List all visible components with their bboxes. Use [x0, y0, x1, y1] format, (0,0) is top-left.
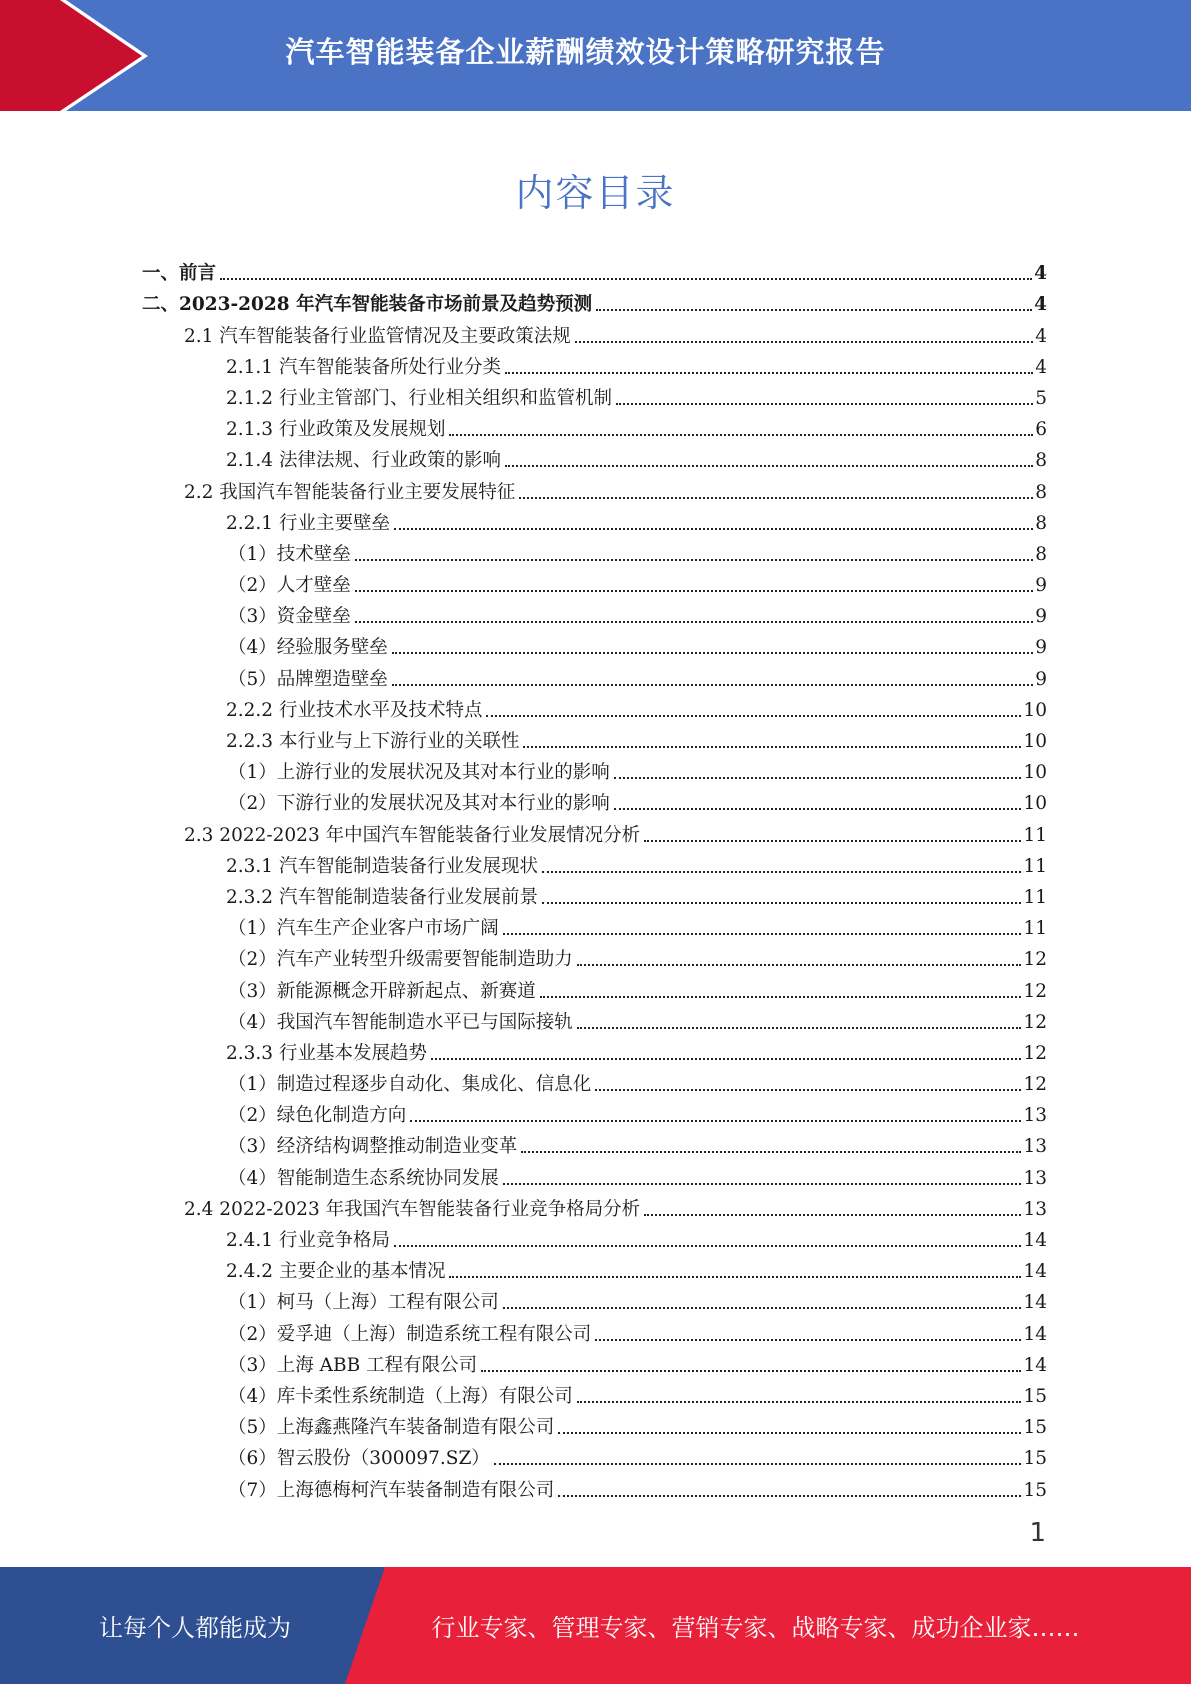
- toc-entry[interactable]: [142, 1408, 1047, 1439]
- toc-entry[interactable]: [142, 285, 1047, 316]
- toc-leader-dots: [394, 528, 1033, 530]
- toc-entry-page: 8: [1035, 481, 1047, 503]
- toc-leader-dots: [355, 590, 1033, 592]
- toc-entry[interactable]: [142, 909, 1047, 940]
- toc-entry[interactable]: [142, 1283, 1047, 1314]
- toc-entry[interactable]: [142, 628, 1047, 659]
- toc-entry-page: 8: [1035, 512, 1047, 534]
- report-header: [0, 0, 1191, 111]
- toc-entry[interactable]: [142, 691, 1047, 722]
- toc-entry[interactable]: [142, 1221, 1047, 1252]
- toc-entry[interactable]: [142, 597, 1047, 628]
- toc-entry-page: 8: [1035, 450, 1047, 472]
- toc-entry[interactable]: [142, 566, 1047, 597]
- toc-leader-dots: [577, 1401, 1022, 1403]
- toc-entry[interactable]: [142, 847, 1047, 878]
- toc-leader-dots: [577, 1027, 1022, 1029]
- toc-entry-label: （4）智能制造生态系统协同发展: [228, 1167, 499, 1189]
- toc-entry-label: （1）汽车生产企业客户市场广阔: [228, 918, 499, 940]
- toc-leader-dots: [614, 777, 1022, 779]
- toc-entry-label: 二、2023-2028 年汽车智能装备市场前景及趋势预测: [142, 294, 593, 316]
- toc-entry-label: （4）经验服务壁垒: [228, 637, 388, 659]
- toc-leader-dots: [614, 808, 1022, 810]
- toc-entry-label: 2.1.4 法律法规、行业政策的影响: [226, 450, 501, 472]
- toc-entry[interactable]: [142, 1377, 1047, 1408]
- toc-entry-label: 2.2.3 本行业与上下游行业的关联性: [226, 731, 520, 752]
- toc-entry-page: 10: [1023, 762, 1047, 784]
- toc-entry-page: 14: [1023, 1230, 1047, 1251]
- toc-entry[interactable]: [142, 815, 1047, 846]
- toc-entry-page: 14: [1023, 1261, 1047, 1283]
- toc-entry-page: 11: [1023, 886, 1047, 908]
- toc-leader-dots: [449, 434, 1033, 436]
- toc-entry[interactable]: [142, 472, 1047, 503]
- toc-leader-dots: [449, 1276, 1021, 1278]
- toc-entry-page: 11: [1023, 824, 1047, 846]
- toc-leader-dots: [523, 746, 1021, 748]
- toc-entry[interactable]: [142, 1003, 1047, 1034]
- toc-entry-label: 2.2.2 行业技术水平及技术特点: [226, 699, 483, 721]
- footer-slogan-right: 行业专家、管理专家、营销专家、战略专家、成功企业家……: [431, 1614, 1080, 1642]
- toc-entry-label: （6）智云股份（300097.SZ）: [228, 1448, 490, 1470]
- toc-leader-dots: [392, 684, 1033, 686]
- toc-entry-label: （3）经济结构调整推动制造业变革: [228, 1136, 518, 1158]
- table-of-contents: [142, 254, 1047, 1502]
- toc-leader-dots: [505, 372, 1033, 374]
- toc-entry-label: 2.1 汽车智能装备行业监管情况及主要政策法规: [184, 325, 571, 347]
- toc-entry-page: 12: [1023, 1042, 1047, 1064]
- toc-entry-page: 13: [1023, 1167, 1047, 1189]
- toc-entry-page: 15: [1023, 1479, 1047, 1501]
- toc-entry-page: 15: [1023, 1385, 1047, 1407]
- toc-leader-dots: [542, 902, 1021, 904]
- toc-entry-page: 9: [1035, 575, 1047, 597]
- report-title: 汽车智能装备企业薪酬绩效设计策略研究报告: [285, 34, 886, 69]
- toc-leader-dots: [575, 341, 1033, 343]
- toc-entry-label: 2.3.2 汽车智能制造装备行业发展前景: [226, 886, 538, 908]
- toc-entry[interactable]: [142, 878, 1047, 909]
- toc-entry-label: （3）上海 ABB 工程有限公司: [228, 1354, 478, 1376]
- toc-entry[interactable]: [142, 940, 1047, 971]
- toc-entry-page: 12: [1023, 980, 1047, 1002]
- toc-leader-dots: [431, 1058, 1021, 1060]
- toc-entry-page: 11: [1023, 855, 1047, 877]
- toc-entry[interactable]: [142, 410, 1047, 441]
- toc-entry-label: （2）汽车产业转型升级需要智能制造助力: [228, 949, 573, 971]
- footer-slogan-left: 让每个人都能成为: [99, 1614, 291, 1642]
- toc-leader-dots: [220, 278, 1032, 280]
- toc-entry-label: （1）技术壁垒: [228, 543, 351, 565]
- toc-leader-dots: [503, 1307, 1022, 1309]
- toc-entry[interactable]: [142, 971, 1047, 1002]
- toc-entry-label: （2）人才壁垒: [228, 575, 351, 597]
- toc-leader-dots: [644, 1214, 1021, 1216]
- toc-entry-page: 8: [1035, 543, 1047, 565]
- toc-entry-page: 14: [1023, 1354, 1047, 1376]
- toc-entry-label: 2.3.1 汽车智能制造装备行业发展现状: [226, 855, 538, 877]
- toc-leader-dots: [410, 1120, 1021, 1122]
- toc-entry[interactable]: [142, 379, 1047, 410]
- toc-entry-page: 10: [1023, 699, 1047, 721]
- report-footer: [0, 1567, 1191, 1684]
- toc-entry-page: 13: [1023, 1105, 1047, 1127]
- toc-entry-label: （3）资金壁垒: [228, 606, 351, 628]
- toc-entry[interactable]: [142, 1190, 1047, 1221]
- toc-entry-page: 6: [1035, 419, 1047, 441]
- toc-entry[interactable]: [142, 348, 1047, 379]
- toc-entry[interactable]: [142, 1158, 1047, 1189]
- page-number: 1: [1029, 1518, 1046, 1548]
- toc-entry[interactable]: [142, 1127, 1047, 1158]
- toc-entry[interactable]: [142, 1034, 1047, 1065]
- toc-entry[interactable]: [142, 1065, 1047, 1096]
- toc-entry-label: （1）柯马（上海）工程有限公司: [228, 1292, 499, 1314]
- toc-entry-page: 11: [1023, 918, 1047, 940]
- toc-entry[interactable]: [142, 1314, 1047, 1345]
- toc-entry-label: （2）爱孚迪（上海）制造系统工程有限公司: [228, 1323, 592, 1345]
- toc-entry-page: 5: [1035, 387, 1047, 409]
- toc-leader-dots: [519, 497, 1033, 499]
- toc-entry-page: 13: [1023, 1136, 1047, 1158]
- toc-entry[interactable]: [142, 441, 1047, 472]
- toc-entry[interactable]: [142, 659, 1047, 690]
- toc-entry-page: 12: [1023, 1074, 1047, 1096]
- toc-entry-label: 2.3.3 行业基本发展趋势: [226, 1042, 427, 1064]
- toc-entry[interactable]: [142, 1252, 1047, 1283]
- toc-entry[interactable]: [142, 535, 1047, 566]
- toc-entry-label: 2.2.1 行业主要壁垒: [226, 512, 390, 534]
- toc-leader-dots: [505, 465, 1033, 467]
- toc-leader-dots: [595, 1339, 1021, 1341]
- toc-leader-dots: [394, 1245, 1021, 1247]
- toc-leader-dots: [540, 996, 1022, 998]
- toc-entry[interactable]: [142, 1470, 1047, 1501]
- toc-leader-dots: [481, 1370, 1021, 1372]
- toc-leader-dots: [558, 1432, 1021, 1434]
- toc-entry-label: 2.4 2022-2023 年我国汽车智能装备行业竞争格局分析: [184, 1198, 641, 1220]
- toc-entry-label: （5）上海鑫燕隆汽车装备制造有限公司: [228, 1417, 555, 1439]
- toc-leader-dots: [558, 1495, 1021, 1497]
- toc-entry-page: 4: [1034, 294, 1047, 316]
- toc-entry-page: 15: [1023, 1448, 1047, 1470]
- toc-leader-dots: [521, 1151, 1021, 1153]
- toc-entry-label: （4）库卡柔性系统制造（上海）有限公司: [228, 1385, 573, 1407]
- toc-leader-dots: [486, 715, 1021, 717]
- toc-entry-page: 14: [1023, 1292, 1047, 1314]
- toc-entry-label: 2.2 我国汽车智能装备行业主要发展特征: [184, 481, 516, 503]
- toc-entry[interactable]: [142, 316, 1047, 347]
- toc-leader-dots: [577, 964, 1022, 966]
- toc-entry[interactable]: [142, 722, 1047, 753]
- toc-entry-label: 2.1.1 汽车智能装备所处行业分类: [226, 356, 501, 378]
- toc-entry[interactable]: [142, 504, 1047, 535]
- toc-leader-dots: [503, 1183, 1022, 1185]
- toc-entry-label: 2.1.3 行业政策及发展规划: [226, 419, 446, 441]
- toc-leader-dots: [542, 871, 1021, 873]
- toc-entry-page: 9: [1035, 637, 1047, 659]
- toc-entry-page: 9: [1035, 606, 1047, 628]
- toc-entry-label: 2.3 2022-2023 年中国汽车智能装备行业发展情况分析: [184, 824, 641, 846]
- toc-leader-dots: [392, 652, 1033, 654]
- toc-entry-label: （1）制造过程逐步自动化、集成化、信息化: [228, 1074, 592, 1096]
- toc-leader-dots: [595, 1089, 1021, 1091]
- toc-entry-page: 13: [1023, 1198, 1047, 1220]
- toc-entry[interactable]: [142, 1439, 1047, 1470]
- toc-entry-label: （3）新能源概念开辟新起点、新赛道: [228, 980, 536, 1002]
- toc-entry-label: 一、前言: [142, 263, 217, 285]
- toc-heading: 内容目录: [515, 171, 676, 215]
- toc-entry-page: 4: [1035, 325, 1047, 347]
- toc-leader-dots: [494, 1463, 1022, 1465]
- toc-entry-page: 10: [1023, 793, 1047, 815]
- toc-leader-dots: [355, 621, 1033, 623]
- toc-entry-label: 2.4.1 行业竞争格局: [226, 1230, 390, 1251]
- toc-entry[interactable]: [142, 1346, 1047, 1377]
- toc-entry-label: （2）绿色化制造方向: [228, 1105, 407, 1127]
- toc-entry-page: 4: [1034, 263, 1047, 285]
- toc-entry-page: 14: [1023, 1323, 1047, 1345]
- toc-entry-label: （7）上海德梅柯汽车装备制造有限公司: [228, 1479, 555, 1501]
- toc-leader-dots: [355, 559, 1033, 561]
- toc-entry-page: 12: [1023, 1011, 1047, 1033]
- toc-entry-label: 2.4.2 主要企业的基本情况: [226, 1261, 446, 1283]
- toc-entry[interactable]: [142, 254, 1047, 285]
- toc-entry-label: 2.1.2 行业主管部门、行业相关组织和监管机制: [226, 387, 612, 409]
- toc-entry-label: （4）我国汽车智能制造水平已与国际接轨: [228, 1011, 573, 1033]
- toc-entry-page: 15: [1023, 1417, 1047, 1439]
- toc-leader-dots: [596, 309, 1032, 311]
- toc-leader-dots: [644, 840, 1021, 842]
- toc-entry[interactable]: [142, 753, 1047, 784]
- toc-entry-page: 12: [1023, 949, 1047, 971]
- toc-entry-page: 9: [1035, 668, 1047, 690]
- toc-entry-page: 10: [1023, 731, 1047, 752]
- toc-entry-label: （1）上游行业的发展状况及其对本行业的影响: [228, 762, 610, 784]
- toc-entry-label: （2）下游行业的发展状况及其对本行业的影响: [228, 793, 610, 815]
- toc-entry[interactable]: [142, 1096, 1047, 1127]
- toc-entry-page: 4: [1035, 356, 1047, 378]
- toc-leader-dots: [503, 933, 1022, 935]
- toc-leader-dots: [616, 403, 1033, 405]
- toc-entry[interactable]: [142, 784, 1047, 815]
- toc-entry-label: （5）品牌塑造壁垒: [228, 668, 388, 690]
